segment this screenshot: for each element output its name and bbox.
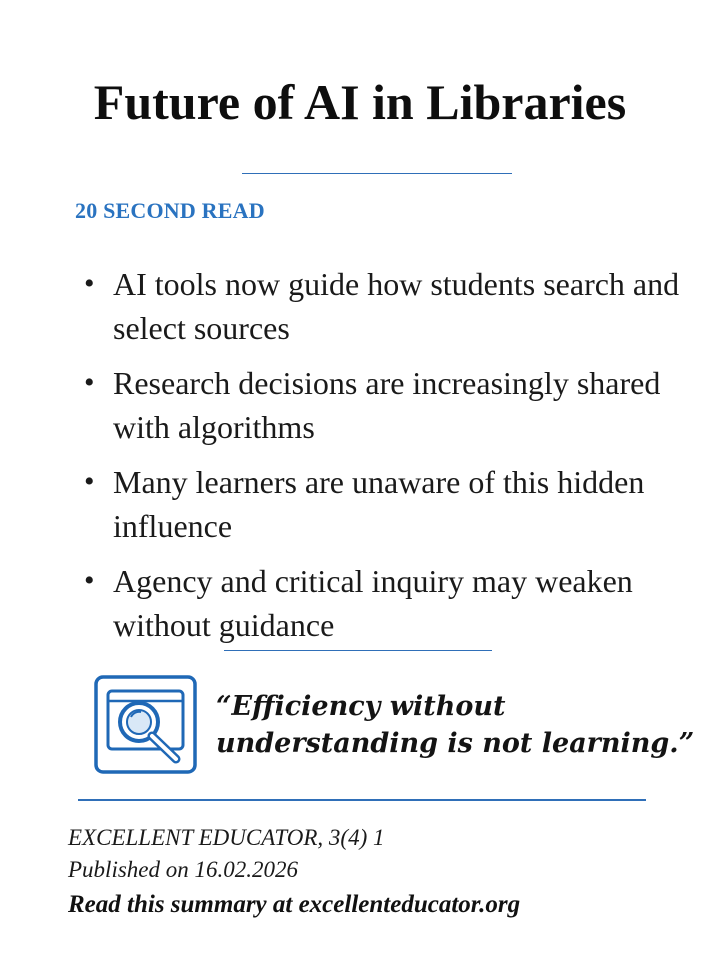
bullet-text: Research decisions are increasingly shared with algorithms [113,365,661,445]
bullet-item [82,262,702,350]
bullet-text: Many learners are unaware of this hidden influence [113,464,645,544]
bullet-icon: • [84,564,95,597]
bullet-text: Agency and critical inquiry may weaken without guidance [113,563,633,643]
read-more-link[interactable]: Read this summary at excellenteducator.org [68,891,521,918]
bullets-divider [224,650,492,651]
pull-quote: “Efficiency without understanding is not learning.” [216,691,695,759]
bullet-icon: • [84,366,95,399]
published-date: Published on 16.02.2026 [68,857,298,882]
bullet-item [82,460,702,548]
read-time-label: 20 SECOND READ [75,198,265,223]
citation: EXCELLENT EDUCATOR, 3(4) 1 [68,825,385,850]
footer [68,822,698,924]
page-title: Future of AI in Libraries [93,74,627,130]
bullet-text: AI tools now guide how students search and select sources [113,266,680,346]
footer-divider [78,799,646,801]
bullet-item [82,559,702,647]
title-divider [242,173,512,174]
magnifier-search-icon [94,675,197,774]
bullet-item [82,361,702,449]
summary-bullet-list [82,262,702,658]
bullet-icon: • [84,267,95,300]
bullet-icon: • [84,465,95,498]
